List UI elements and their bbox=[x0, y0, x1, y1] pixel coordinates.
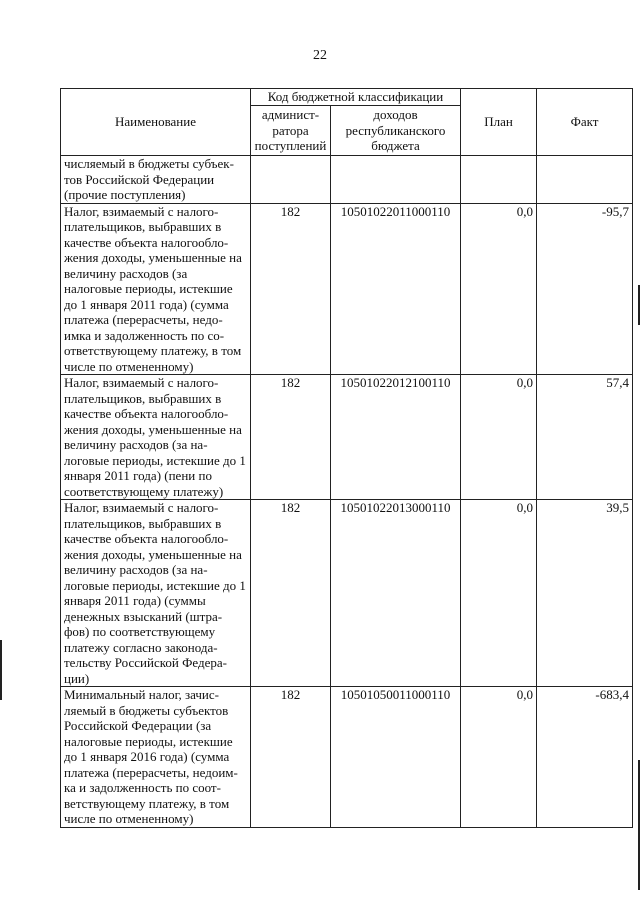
scan-edge-mark bbox=[0, 640, 2, 700]
table-row bbox=[61, 687, 633, 828]
row-admin-code: 182 bbox=[251, 375, 331, 500]
header-fact: Факт bbox=[537, 89, 633, 156]
header-classification-group: Код бюджетной классификации bbox=[251, 89, 461, 106]
row-fact: -95,7 bbox=[537, 203, 633, 375]
row-plan: 0,0 bbox=[461, 375, 537, 500]
row-admin-code: 182 bbox=[251, 500, 331, 687]
row-name: Налог, взимаемый с налого-плательщиков, выбравших в качестве объекта налогообло-жения доходы, уменьшенные на величину расходов (за на-логовые периоды, истекшие до 1 января 2011 года) (суммы денежных взысканий (штра-фов) по соответствующему платежу согласно законода-тельству Российской Федера-ции) bbox=[61, 500, 251, 687]
header-income: доходов республиканского бюджета bbox=[331, 106, 461, 156]
row-name: Налог, взимаемый с налого-плательщиков, выбравших в качестве объекта налогообло-жения доходы, уменьшенные на величину расходов (за налоговые периоды, истекшие до 1 января 2011 года) (сумма платежа (перерасчеты, недо-имка и задолженность по со-ответствующему платежу, в том числе по отмененному) bbox=[61, 203, 251, 375]
row-income-code bbox=[331, 156, 461, 204]
header-name: Наименование bbox=[61, 89, 251, 156]
row-income-code: 10501022012100110 bbox=[331, 375, 461, 500]
row-admin-code: 182 bbox=[251, 203, 331, 375]
row-fact: -683,4 bbox=[537, 687, 633, 828]
page-number: 22 bbox=[313, 48, 327, 63]
row-name: Минимальный налог, зачис-ляемый в бюджеты субъектов Российской Федерации (за налоговые периоды, истекшие до 1 января 2016 года) (сумма платежа (перерасчеты, недоим-ка и задолженность по соот-ветствующему платежу, в том числе по отмененному) bbox=[61, 687, 251, 828]
row-income-code: 10501022013000110 bbox=[331, 500, 461, 687]
row-plan bbox=[461, 156, 537, 204]
row-admin-code: 182 bbox=[251, 687, 331, 828]
row-plan: 0,0 bbox=[461, 500, 537, 687]
row-plan: 0,0 bbox=[461, 203, 537, 375]
row-income-code: 10501050011000110 bbox=[331, 687, 461, 828]
table-row bbox=[61, 375, 633, 500]
row-fact: 39,5 bbox=[537, 500, 633, 687]
row-plan: 0,0 bbox=[461, 687, 537, 828]
row-income-code: 10501022011000110 bbox=[331, 203, 461, 375]
header-admin: админист-ратора поступлений bbox=[251, 106, 331, 156]
row-fact: 57,4 bbox=[537, 375, 633, 500]
table-row bbox=[61, 500, 633, 687]
header-plan: План bbox=[461, 89, 537, 156]
row-admin-code bbox=[251, 156, 331, 204]
row-fact bbox=[537, 156, 633, 204]
table-row bbox=[61, 203, 633, 375]
budget-table bbox=[60, 88, 633, 828]
row-name: числяемый в бюджеты субъек-тов Российской Федерации (прочие поступления) bbox=[61, 156, 251, 204]
row-name: Налог, взимаемый с налого-плательщиков, выбравших в качестве объекта налогообло-жения доходы, уменьшенные на величину расходов (за на-логовые периоды, истекшие до 1 января 2011 года) (пени по соответствующему платежу) bbox=[61, 375, 251, 500]
table-row bbox=[61, 156, 633, 204]
